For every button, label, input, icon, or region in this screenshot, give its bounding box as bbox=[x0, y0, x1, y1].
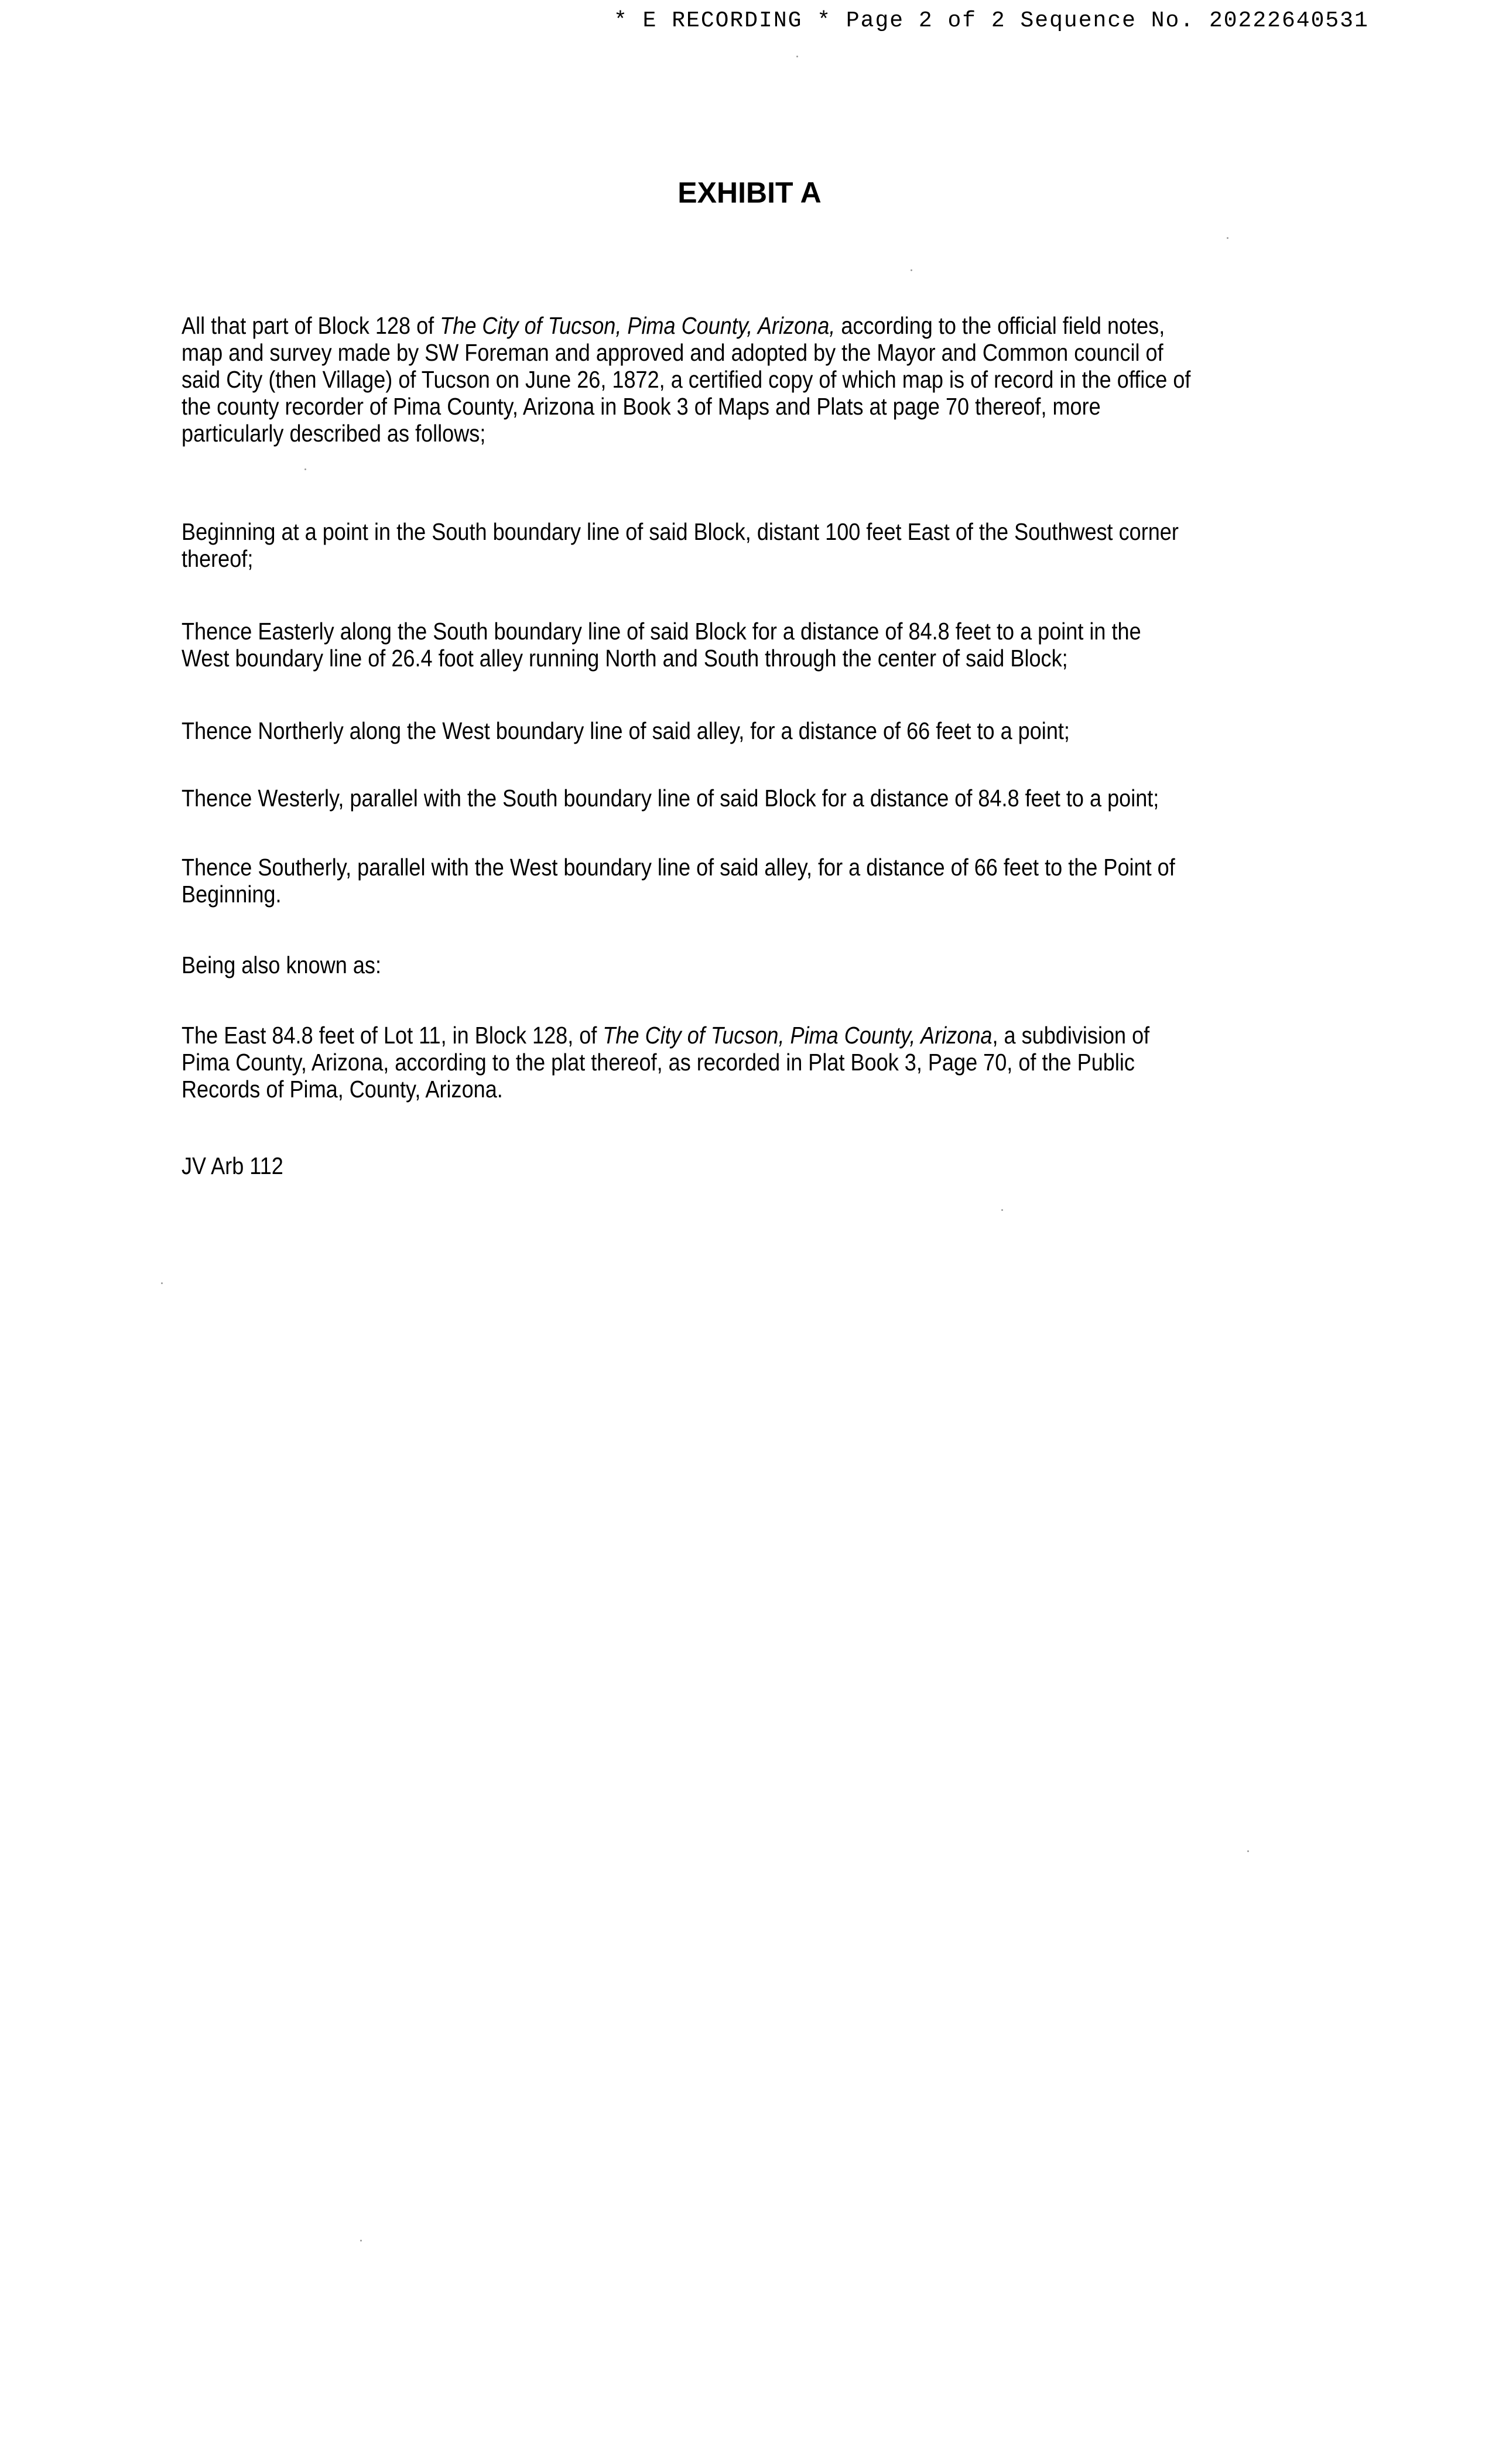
paragraph-text: Thence Northerly along the West boundary line of said alley, for a distance of 66 feet to a point; bbox=[182, 717, 1070, 744]
paragraph-northerly bbox=[182, 717, 1192, 744]
scan-speck bbox=[304, 468, 306, 470]
scan-speck bbox=[360, 2240, 362, 2241]
paragraph-text: Thence Southerly, parallel with the West boundary line of said alley, for a distance of 66 feet to the Point of Beginning. bbox=[182, 854, 1175, 908]
scan-speck bbox=[161, 1282, 163, 1284]
exhibit-title: EXHIBIT A bbox=[677, 176, 822, 209]
paragraph-legal-description bbox=[182, 312, 1192, 447]
paragraph-text: Beginning at a point in the South boundary line of said Block, distant 100 feet East of the Southwest corner thereof; bbox=[182, 518, 1179, 572]
paragraph-lot-description bbox=[182, 1022, 1192, 1103]
paragraph-text: All that part of Block 128 of bbox=[182, 312, 440, 339]
scan-speck bbox=[1001, 1209, 1003, 1211]
scan-speck bbox=[1227, 237, 1228, 239]
paragraph-text: Thence Westerly, parallel with the South boundary line of said Block for a distance of 84.8 feet to a point; bbox=[182, 785, 1159, 812]
paragraph-text: , a subdivision of Pima County, Arizona, according to the plat thereof, as recorded in Plat Book 3, Page 70, of the Public Records of Pima, County, Arizona. bbox=[182, 1022, 1150, 1103]
paragraph-easterly bbox=[182, 618, 1192, 672]
paragraph-italic-text: The City of Tucson, Pima County, Arizona bbox=[603, 1022, 993, 1049]
paragraph-text: according to the official field notes, map and survey made by SW Foreman and approved and adopted by the Mayor and Common council of said City (then Village) of Tucson on June 26, 1872, a certified copy of which map is of record in the office of the county recorder of Pima County, Arizona in Book 3 of Maps and Plats at page 70 thereof, more particularly described as follows; bbox=[182, 312, 1191, 447]
paragraph-text: JV Arb 112 bbox=[182, 1152, 283, 1179]
scan-speck bbox=[796, 56, 798, 57]
paragraph-text: Being also known as: bbox=[182, 952, 381, 978]
paragraph-also-known-as bbox=[182, 952, 1192, 978]
scan-speck bbox=[911, 269, 912, 271]
scan-speck bbox=[1247, 1850, 1249, 1852]
paragraph-reference bbox=[182, 1152, 1192, 1179]
recording-header: * E RECORDING * Page 2 of 2 Sequence No. 20222640531 bbox=[614, 8, 1369, 33]
paragraph-westerly bbox=[182, 785, 1192, 812]
paragraph-southerly bbox=[182, 854, 1192, 908]
paragraph-text: Thence Easterly along the South boundary line of said Block for a distance of 84.8 feet to a point in the West boundary line of 26.4 foot alley running North and South through the center of said Block; bbox=[182, 618, 1141, 672]
paragraph-italic-text: The City of Tucson, Pima County, Arizona, bbox=[440, 312, 836, 339]
paragraph-text: The East 84.8 feet of Lot 11, in Block 128, of bbox=[182, 1022, 603, 1049]
paragraph-beginning bbox=[182, 518, 1192, 572]
